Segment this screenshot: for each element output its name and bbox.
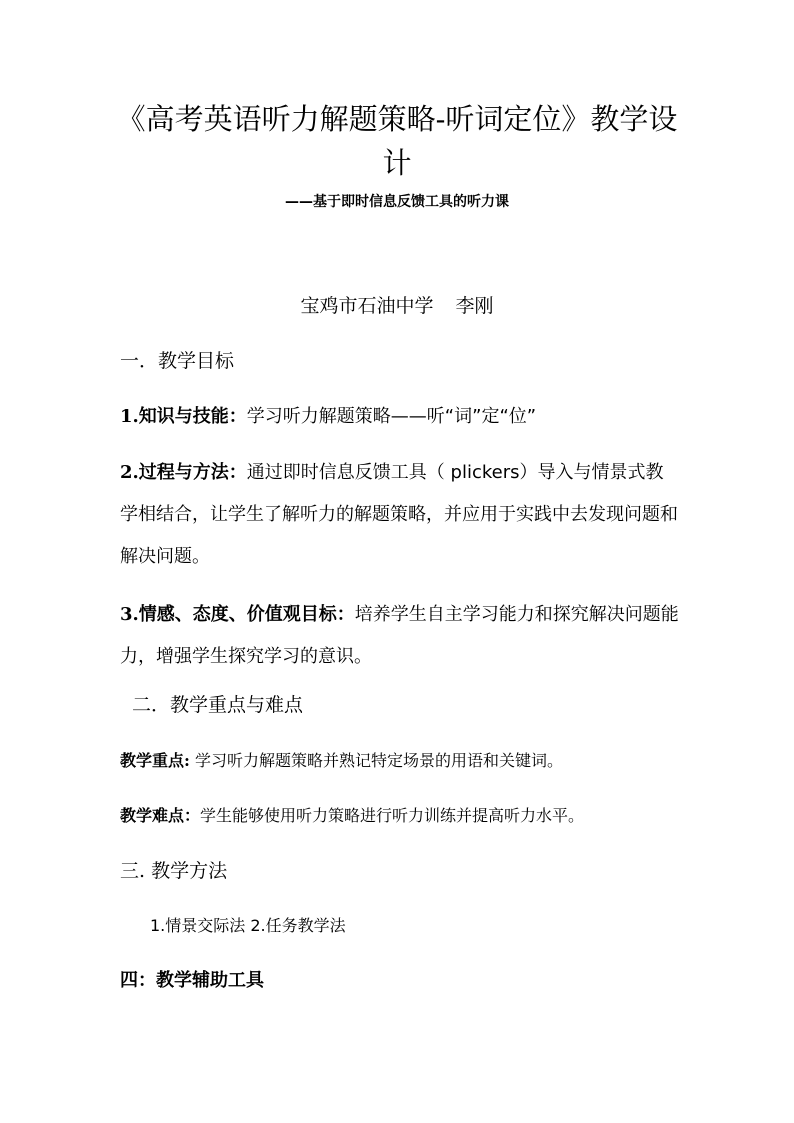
objective-process-label: 2.过程与方法： <box>120 462 247 483</box>
document-subtitle: ——基于即时信息反馈工具的听力课 <box>285 194 509 210</box>
objective-attitude-label: 3.情感、态度、价值观目标： <box>120 604 355 625</box>
section-heading-key-points: 二．教学重点与难点 <box>132 694 304 716</box>
teaching-methods: 1.情景交际法 2.任务教学法 <box>150 916 346 935</box>
objective-attitude <box>120 594 680 678</box>
difficult-point-text: 学生能够使用听力策略进行听力训练并提高听力水平。 <box>200 806 585 825</box>
key-point <box>120 749 563 773</box>
author-line <box>0 293 794 319</box>
key-point-text: 学习听力解题策略并熟记特定场景的用语和关键词。 <box>189 751 564 770</box>
document-title: 《高考英语听力解题策略-听词定位》教学设计 <box>116 102 678 180</box>
section-heading-methods: 三. 教学方法 <box>120 860 228 882</box>
author-name: 李刚 <box>455 295 494 317</box>
difficult-point <box>120 804 584 828</box>
objective-knowledge-text: 学习听力解题策略——听“词”定“位” <box>246 406 537 427</box>
objective-knowledge-label: 1.知识与技能： <box>120 406 247 427</box>
difficult-point-label: 教学难点： <box>120 806 201 825</box>
key-point-label: 教学重点: <box>120 751 190 770</box>
objective-knowledge <box>120 396 680 438</box>
objective-process <box>120 452 680 578</box>
objective-process-text: 通过即时信息反馈工具（ plickers）导入与情景式教学相结合，让学生了解听力的解题策略，并应用于实践中去发现问题和解决问题。 <box>120 462 678 567</box>
author-school: 宝鸡市石油中学 <box>300 295 434 317</box>
section-heading-tools: 四：教学辅助工具 <box>120 970 264 991</box>
section-heading-objectives: 一．教学目标 <box>120 350 235 372</box>
objective-attitude-text: 培养学生自主学习能力和探究解决问题能力，增强学生探究学习的意识。 <box>120 604 679 667</box>
